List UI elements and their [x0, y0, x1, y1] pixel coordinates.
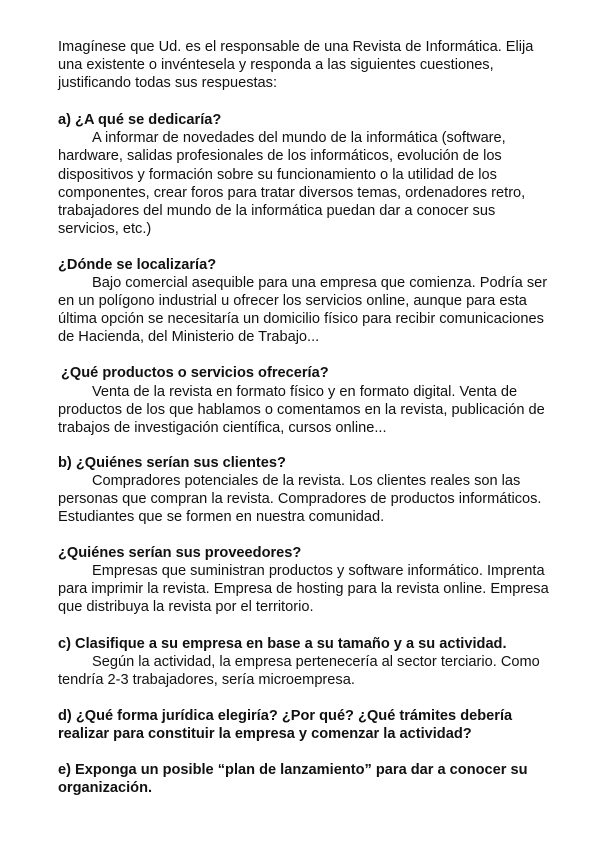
section-d — [58, 707, 558, 743]
question-heading: d) ¿Qué forma jurídica elegiría? ¿Por qué? ¿Qué trámites debería realizar para constituir la empresa y comenzar la actividad? — [58, 707, 513, 742]
question-heading: ¿Quiénes serían sus proveedores? — [58, 545, 302, 562]
section-a — [58, 111, 558, 238]
section-c — [58, 635, 558, 689]
question-heading: ¿Qué productos o servicios ofrecería? — [61, 365, 329, 382]
answer-paragraph: Empresas que suministran productos y software informático. Imprenta para imprimir la revista. Empresa de hosting para la revista online. Empresa que distribuya la revista por el territorio. — [58, 563, 549, 616]
question-heading: ¿Dónde se localizaría? — [58, 256, 217, 273]
answer-paragraph: Según la actividad, la empresa pertenecería al sector terciario. Como tendría 2-3 trabajadores, sería microempresa. — [58, 653, 540, 688]
answer-paragraph: Bajo comercial asequible para una empresa que comienza. Podría ser en un polígono industrial u ofrecer los servicios online, aunque para esta última opción se necesitaría un domicilio físico para recibir comunicaciones de Hacienda, del Ministerio de Trabajo... — [58, 275, 548, 346]
intro-paragraph: Imagínese que Ud. es el responsable de una Revista de Informática. Elija una existente o invénteselа y responda a las siguientes cuestiones, justificando todas sus respuestas: — [58, 39, 534, 92]
question-heading: e) Exponga un posible “plan de lanzamiento” para dar a conocer su organización. — [58, 762, 528, 797]
section-b-clients — [58, 454, 558, 526]
section-suppliers — [58, 544, 558, 616]
section-location — [58, 256, 558, 346]
document-page — [58, 38, 558, 815]
question-heading: b) ¿Quiénes serían sus clientes? — [58, 454, 286, 471]
answer-paragraph: Venta de la revista en formato físico y en formato digital. Venta de productos de los que hablamos o comentamos en la revista, publicación de trabajos de investigación científica, cursos online... — [58, 383, 545, 436]
answer-paragraph: Compradores potenciales de la revista. Los clientes reales son las personas que compran la revista. Compradores de productos informáticos. Estudiantes que se formen en nuestra comunidad. — [58, 472, 542, 526]
answer-paragraph: A informar de novedades del mundo de la informática (software, hardware, salidas profesionales de los informáticos, evolución de los dispositivos y formación sobre su funcionamiento o la utilidad de los componentes, crear foros para tratar diversos temas, ordenadores retro, trabajadores del mundo de la informática puedan dar a conocer sus servicios, etc.) — [58, 130, 526, 237]
section-e — [58, 761, 558, 797]
question-heading: c) Clasifique a su empresa en base a su tamaño y a su actividad. — [58, 635, 507, 652]
section-products — [58, 364, 558, 436]
question-heading: a) ¿A qué se dedicaría? — [58, 112, 222, 129]
